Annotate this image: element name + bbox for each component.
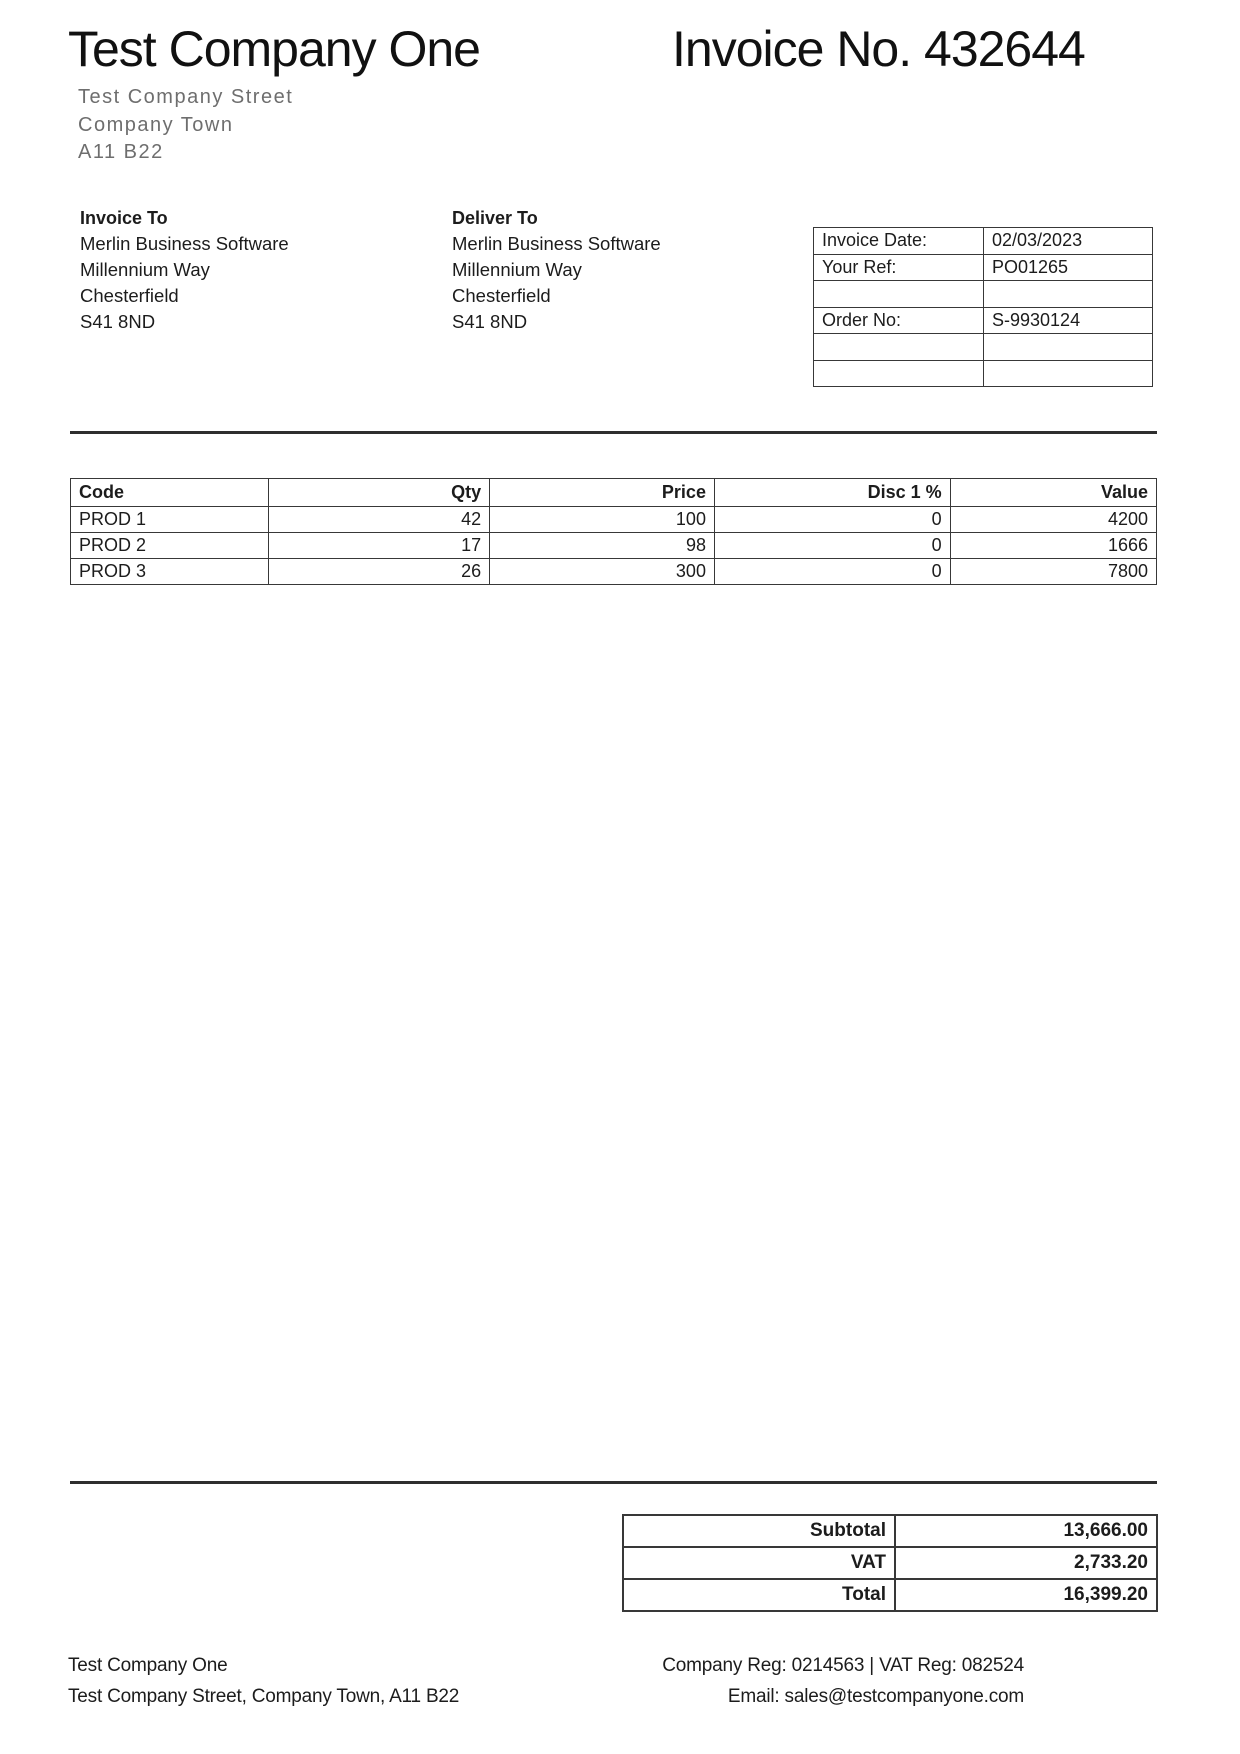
company-address-line: Test Company Street <box>78 86 294 108</box>
invoice-to-line: Millennium Way <box>80 259 210 280</box>
invoice-to-line: S41 8ND <box>80 311 156 332</box>
table-row <box>71 533 1157 559</box>
vat-label: VAT <box>623 1547 895 1579</box>
reference-value: 02/03/2023 <box>984 228 1153 255</box>
reference-value: S-9930124 <box>984 307 1153 334</box>
company-title: Test Company One <box>68 21 480 77</box>
reference-value <box>984 281 1153 308</box>
table-row <box>623 1579 1157 1611</box>
table-row <box>623 1515 1157 1547</box>
deliver-to-line: S41 8ND <box>452 311 528 332</box>
table-row <box>71 507 1157 533</box>
invoice-to-line: Chesterfield <box>80 285 179 306</box>
invoice-to-line: Merlin Business Software <box>80 233 289 254</box>
footer-company-address: Test Company Street, Company Town, A11 B22 <box>68 1686 460 1707</box>
table-row <box>814 307 1153 334</box>
company-address-line: Company Town <box>78 113 234 136</box>
item-value: 7800 <box>950 559 1156 585</box>
reference-label: Invoice Date: <box>814 228 984 255</box>
deliver-to-line: Chesterfield <box>452 285 551 306</box>
column-header-qty: Qty <box>268 479 490 507</box>
table-row <box>814 360 1153 387</box>
table-row <box>623 1547 1157 1579</box>
table-row <box>814 228 1153 255</box>
item-price: 300 <box>490 559 715 585</box>
deliver-to-block <box>452 205 661 335</box>
company-address-line: A11 B22 <box>78 141 164 163</box>
column-header-code: Code <box>71 479 269 507</box>
item-value: 1666 <box>950 533 1156 559</box>
invoice-number-title: Invoice No. 432644 <box>672 21 1085 77</box>
table-row <box>814 334 1153 361</box>
item-code: PROD 3 <box>71 559 269 585</box>
reference-table <box>813 227 1153 387</box>
top-divider-rule <box>70 431 1157 434</box>
subtotal-label: Subtotal <box>623 1515 895 1547</box>
reference-label <box>814 281 984 308</box>
table-row <box>814 254 1153 281</box>
table-row <box>71 559 1157 585</box>
table-header-row <box>71 479 1157 507</box>
header <box>68 20 1157 80</box>
table-row <box>814 281 1153 308</box>
line-items-table <box>70 478 1157 585</box>
bottom-divider-rule <box>70 1481 1157 1484</box>
column-header-price: Price <box>490 479 715 507</box>
item-value: 4200 <box>950 507 1156 533</box>
totals-table <box>622 1514 1158 1612</box>
invoice-to-label: Invoice To <box>80 208 168 228</box>
item-disc: 0 <box>714 507 950 533</box>
item-qty: 42 <box>268 507 490 533</box>
item-disc: 0 <box>714 533 950 559</box>
deliver-to-label: Deliver To <box>452 208 538 228</box>
footer-registration-block <box>624 1650 1024 1712</box>
footer-company-name: Test Company One <box>68 1655 228 1676</box>
reference-value <box>984 360 1153 387</box>
item-price: 98 <box>490 533 715 559</box>
item-code: PROD 1 <box>71 507 269 533</box>
deliver-to-line: Merlin Business Software <box>452 233 661 254</box>
footer-email-line: Email: sales@testcompanyone.com <box>727 1686 1024 1707</box>
reference-label <box>814 334 984 361</box>
footer-company-block <box>68 1650 459 1712</box>
subtotal-value: 13,666.00 <box>895 1515 1157 1547</box>
company-address-block <box>78 84 293 167</box>
reference-label <box>814 360 984 387</box>
item-code: PROD 2 <box>71 533 269 559</box>
reference-value <box>984 334 1153 361</box>
column-header-disc: Disc 1 % <box>714 479 950 507</box>
deliver-to-line: Millennium Way <box>452 259 582 280</box>
total-value: 16,399.20 <box>895 1579 1157 1611</box>
item-qty: 17 <box>268 533 490 559</box>
item-qty: 26 <box>268 559 490 585</box>
footer-registration-line: Company Reg: 0214563 | VAT Reg: 082524 <box>662 1655 1024 1676</box>
total-label: Total <box>623 1579 895 1611</box>
vat-value: 2,733.20 <box>895 1547 1157 1579</box>
reference-value: PO01265 <box>984 254 1153 281</box>
invoice-to-block <box>80 205 289 335</box>
reference-label: Your Ref: <box>814 254 984 281</box>
reference-label: Order No: <box>814 307 984 334</box>
item-price: 100 <box>490 507 715 533</box>
item-disc: 0 <box>714 559 950 585</box>
column-header-value: Value <box>950 479 1156 507</box>
